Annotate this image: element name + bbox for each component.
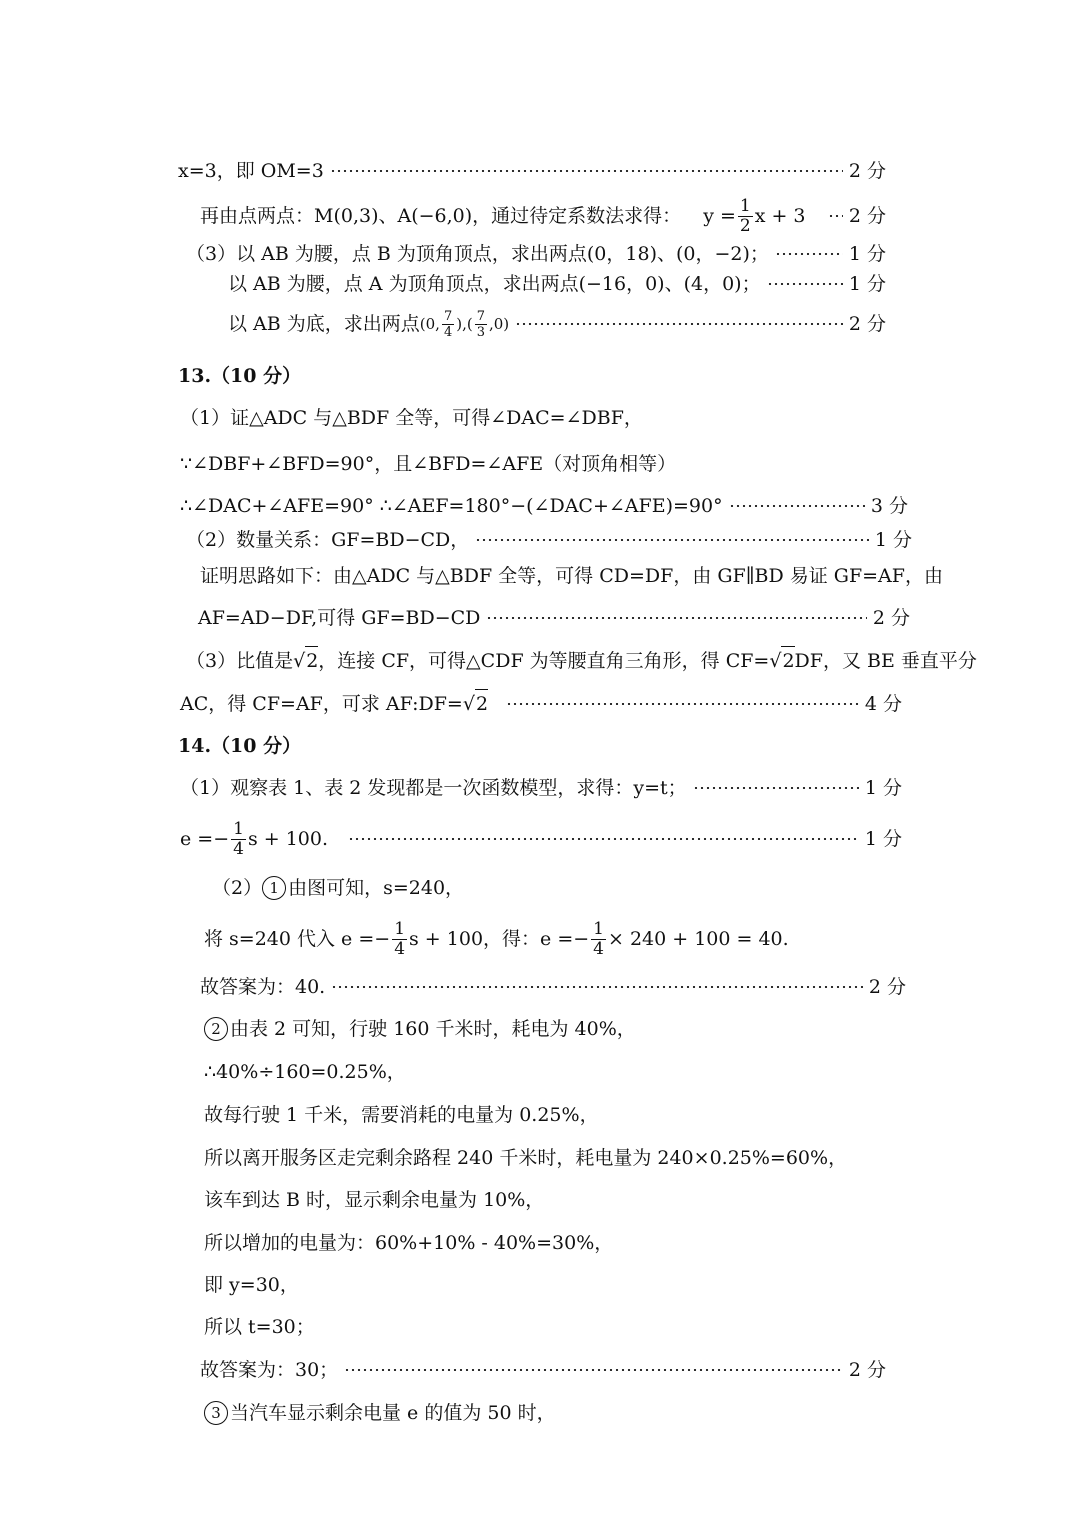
equation-suffix: s + 100. — [247, 828, 329, 850]
fraction-denominator: 4 — [443, 324, 453, 340]
answer-text: 该车到达 B 时，显示剩余电量为 10%， — [204, 1189, 545, 1211]
sqrt-symbol: √ — [769, 649, 782, 672]
answer-text: 以 AB 为底，求出两点 — [228, 313, 420, 335]
leader-dots — [775, 253, 843, 255]
score-label: 3 分 — [870, 495, 908, 517]
point-prefix: (0, — [419, 315, 440, 333]
equation-prefix: y = — [703, 205, 736, 227]
answer-text: ，连接 CF，可得△CDF 为等腰直角三角形，得 CF= — [318, 649, 770, 672]
answer-text: x=3，即 OM=3 — [178, 160, 324, 182]
leader-dots — [348, 838, 859, 840]
answer-text: 所以 t=30； — [204, 1316, 315, 1338]
equation-suffix: x + 3 — [754, 205, 806, 227]
score-label: 1 分 — [874, 529, 912, 551]
score-label: 2 分 — [848, 160, 886, 182]
fraction-numerator: 7 — [443, 308, 453, 324]
answer-line — [180, 774, 902, 802]
sqrt-radicand: 2 — [305, 646, 318, 675]
answer-line — [198, 604, 910, 632]
answer-line — [200, 973, 906, 1001]
answer-text: 当汽车显示剩余电量 e 的值为 50 时， — [230, 1402, 556, 1424]
section-heading — [178, 362, 301, 390]
leader-dots — [486, 617, 866, 619]
answer-text: ∴40%÷160=0.25%， — [204, 1061, 406, 1083]
fraction-numerator: 7 — [476, 308, 485, 324]
fraction-denominator: 4 — [593, 938, 604, 959]
equation-prefix: e =− — [180, 828, 230, 850]
answer-line — [204, 1144, 847, 1172]
answer-line — [178, 157, 886, 185]
answer-text: 再由点两点：M(0,3)、A(−6,0)，通过待定系数法求得： — [200, 205, 682, 227]
sqrt-radicand: 2 — [475, 689, 488, 718]
fraction — [442, 310, 454, 339]
score-label: 1 分 — [848, 243, 886, 265]
answer-text: （1）证△ADC 与△BDF 全等，可得∠DAC=∠DBF， — [180, 407, 643, 429]
fraction-numerator: 1 — [593, 918, 604, 939]
answer-text: 故每行驶 1 千米，需要消耗的电量为 0.25%， — [204, 1104, 599, 1126]
answer-text: （3）以 AB 为腰，点 B 为顶角顶点，求出两点(0，18)、(0，−2)； — [186, 243, 769, 265]
score-label: 2 分 — [868, 976, 906, 998]
fraction — [591, 918, 606, 959]
answer-line — [204, 1186, 544, 1214]
leader-dots — [693, 787, 859, 789]
leader-dots — [729, 505, 865, 507]
answer-text: （1）观察表 1、表 2 发现都是一次函数模型，求得：y=t； — [180, 777, 687, 799]
answer-line — [204, 1101, 599, 1129]
fraction-numerator: 1 — [739, 195, 751, 216]
circled-number: 1 — [262, 876, 286, 900]
answer-line — [228, 304, 886, 344]
answer-line — [200, 192, 886, 240]
answer-line — [180, 818, 902, 860]
circled-number: 2 — [204, 1017, 228, 1041]
leader-dots — [506, 703, 859, 705]
section-title: 14.（10 分） — [178, 735, 302, 757]
answer-text: 即 y=30， — [204, 1274, 299, 1296]
score-label: 2 分 — [848, 205, 886, 227]
leader-dots — [828, 215, 843, 217]
score-label: 2 分 — [872, 607, 910, 629]
section-title: 13.（10 分） — [178, 365, 302, 387]
answer-line — [180, 404, 643, 432]
answer-text: （2） — [212, 877, 263, 899]
sqrt-radicand: 2 — [781, 646, 794, 675]
answer-line — [180, 689, 902, 718]
answer-line — [180, 450, 676, 478]
leader-dots — [475, 539, 869, 541]
answer-text: （2）数量关系：GF=BD−CD， — [186, 529, 470, 551]
answer-text: 所以离开服务区走完剩余路程 240 千米时，耗电量为 240×0.25%=60%， — [204, 1147, 848, 1169]
fraction-denominator: 3 — [476, 324, 485, 340]
answer-text: 所以增加的电量为：60%+10% - 40%=30%， — [204, 1232, 614, 1254]
point-suffix: ,0) — [488, 315, 510, 333]
answer-text: s + 100，得：e =− — [409, 928, 590, 950]
leader-dots — [344, 1369, 843, 1371]
answer-line — [204, 1271, 299, 1299]
fraction — [475, 310, 487, 339]
fraction — [231, 818, 246, 859]
circled-number: 3 — [204, 1401, 228, 1425]
section-heading — [178, 732, 301, 760]
answer-line — [228, 270, 886, 298]
leader-dots — [331, 986, 863, 988]
answer-line — [180, 492, 908, 520]
answer-text: 故答案为：30； — [200, 1359, 339, 1381]
answer-line — [186, 240, 886, 268]
score-label: 2 分 — [848, 1359, 886, 1381]
answer-line — [204, 1058, 406, 1086]
fraction — [392, 918, 407, 959]
answer-line — [186, 526, 912, 554]
answer-text: ∴∠DAC+∠AFE=90° ∴∠AEF=180°−(∠DAC+∠AFE)=90° — [180, 495, 723, 517]
answer-text: AF=AD−DF,可得 GF=BD−CD — [198, 607, 481, 629]
answer-line — [204, 917, 789, 961]
answer-text: （3）比值是 — [186, 649, 294, 672]
answer-line — [186, 646, 977, 675]
answer-text: 证明思路如下：由△ADC 与△BDF 全等，可得 CD=DF，由 GF∥BD 易证 GF=AF，由 — [200, 565, 943, 587]
answer-text: DF，又 BE 垂直平分 — [794, 649, 977, 672]
answer-text: × 240 + 100 = 40. — [607, 928, 789, 950]
answer-text: 故答案为：40. — [200, 976, 326, 998]
score-label: 1 分 — [864, 828, 902, 850]
answer-text: 以 AB 为腰，点 A 为顶角顶点，求出两点(−16，0)、(4，0)； — [228, 273, 761, 295]
fraction-denominator: 4 — [394, 938, 406, 959]
leader-dots — [330, 170, 843, 172]
answer-line — [204, 1399, 556, 1427]
answer-text: 将 s=240 代入 e =− — [204, 928, 391, 950]
score-label: 2 分 — [848, 313, 886, 335]
fraction — [738, 195, 753, 236]
answer-text: ∵∠DBF+∠BFD=90°，且∠BFD=∠AFE（对顶角相等） — [180, 453, 677, 475]
score-label: 1 分 — [848, 273, 886, 295]
leader-dots — [767, 283, 843, 285]
point-separator: ),( — [456, 315, 473, 333]
answer-text: 由图可知，s=240， — [288, 877, 465, 899]
answer-line — [204, 1229, 613, 1257]
answer-line — [204, 1313, 315, 1341]
answer-line — [200, 1356, 886, 1384]
fraction-numerator: 1 — [394, 918, 406, 939]
score-label: 1 分 — [864, 777, 902, 799]
sqrt-symbol: √ — [462, 692, 475, 715]
answer-line — [200, 562, 943, 590]
leader-dots — [515, 323, 843, 325]
answer-line — [212, 874, 464, 902]
sqrt-symbol: √ — [293, 649, 306, 672]
answer-line — [204, 1015, 636, 1043]
fraction-numerator: 1 — [233, 818, 244, 839]
score-label: 4 分 — [864, 692, 902, 715]
fraction-denominator: 4 — [233, 838, 244, 859]
answer-text: 由表 2 可知，行驶 160 千米时，耗电为 40%， — [230, 1018, 636, 1040]
fraction-denominator: 2 — [739, 215, 751, 236]
answer-text: AC，得 CF=AF，可求 AF:DF= — [180, 692, 463, 715]
